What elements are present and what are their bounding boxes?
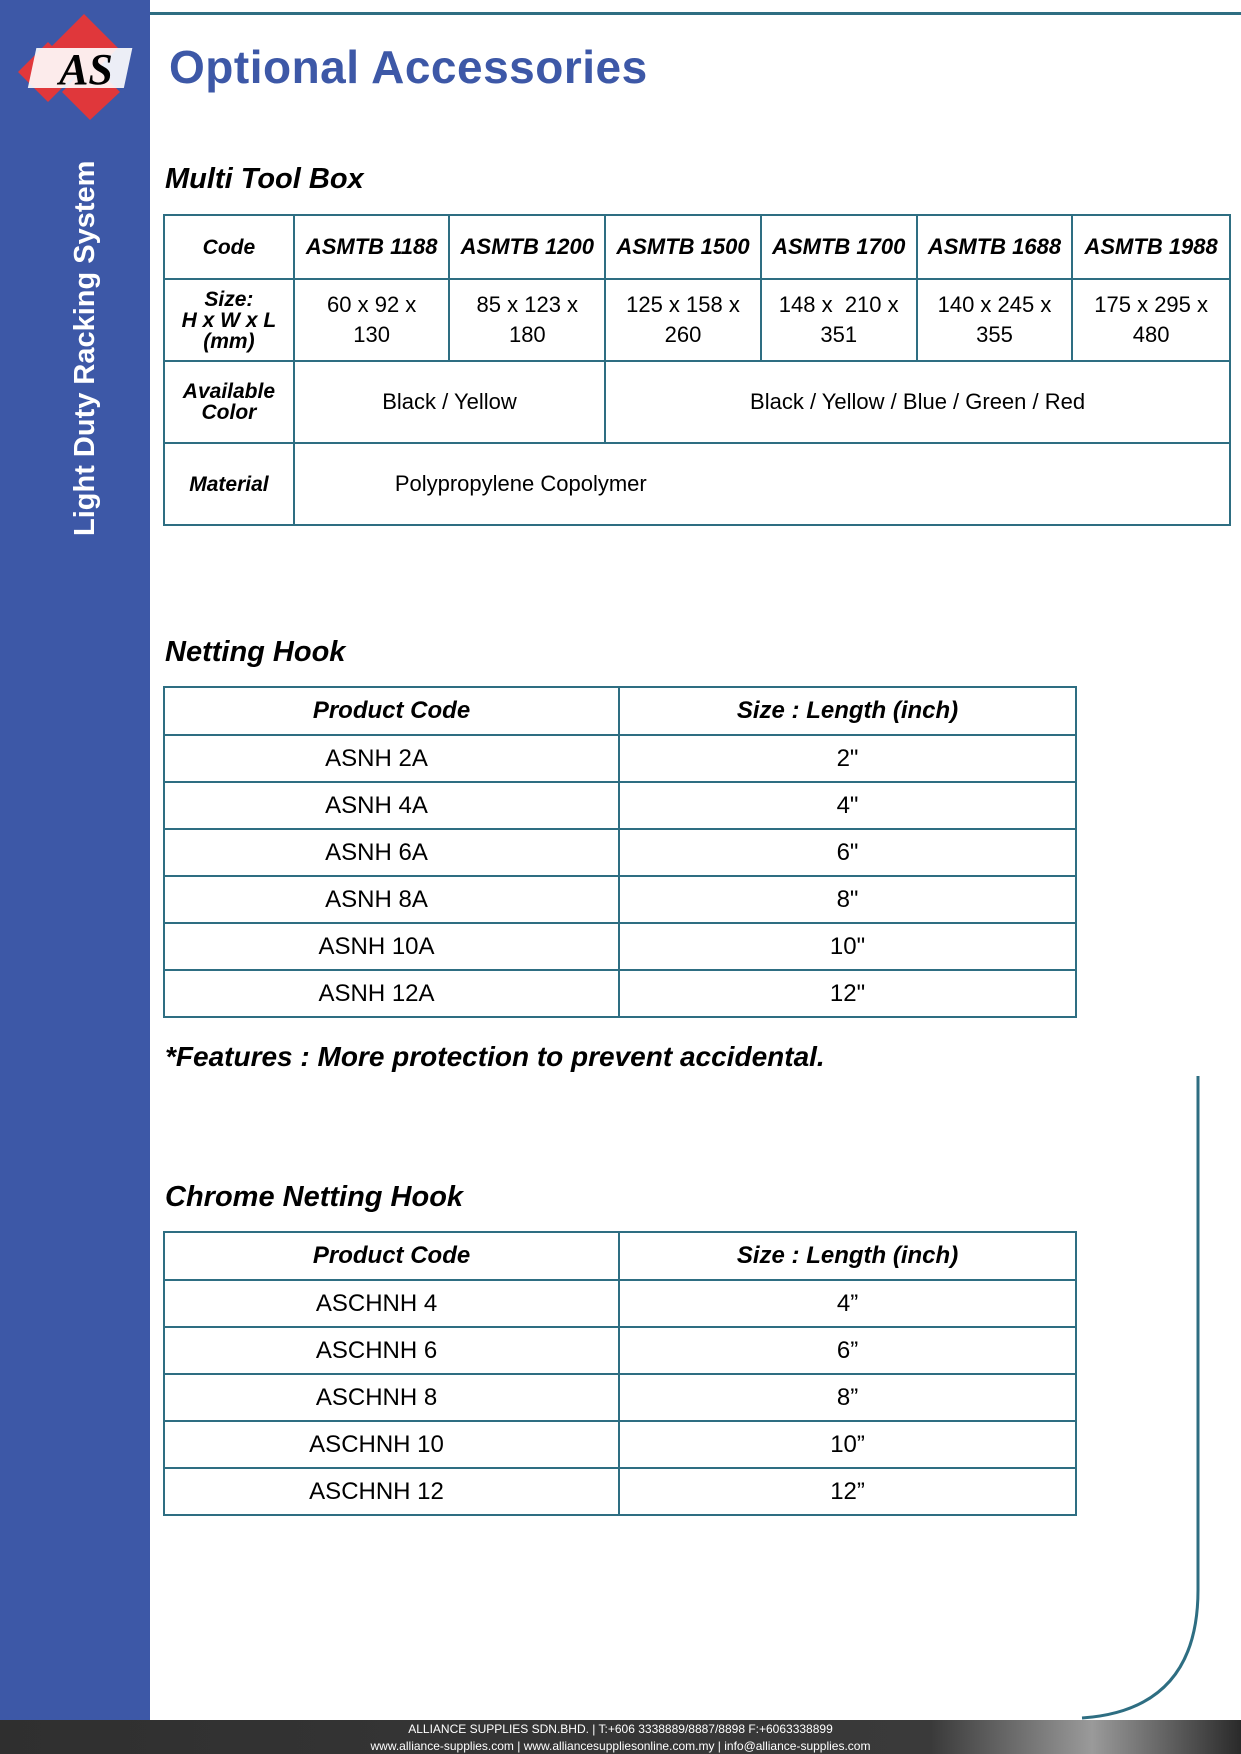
color-label-line: Color xyxy=(201,401,257,424)
multi-tool-box-table xyxy=(163,214,1231,526)
size-line: 480 xyxy=(1132,322,1170,347)
size-line: 125 x 158 x xyxy=(626,292,740,317)
size-line: 148 x 210 x xyxy=(778,292,899,317)
size-cell: 12” xyxy=(619,1468,1076,1515)
table-row xyxy=(164,215,1230,279)
table-row xyxy=(164,970,1076,1017)
size-label xyxy=(164,279,294,361)
table-row xyxy=(164,279,1230,361)
product-code-cell: ASNH 10A xyxy=(164,923,619,970)
chrome-netting-hook-table xyxy=(163,1231,1077,1516)
top-rule xyxy=(150,12,1241,15)
table-row xyxy=(164,782,1076,829)
size-line: 260 xyxy=(664,322,702,347)
size-cell: 10" xyxy=(619,923,1076,970)
product-code-cell: ASCHNH 10 xyxy=(164,1421,619,1468)
material-label: Material xyxy=(164,443,294,525)
size-cell: 10” xyxy=(619,1421,1076,1468)
table-row xyxy=(164,923,1076,970)
table-header-row xyxy=(164,1232,1076,1280)
table-row xyxy=(164,1374,1076,1421)
table-row xyxy=(164,443,1230,525)
size-cell xyxy=(605,279,761,361)
product-code-cell: ASNH 6A xyxy=(164,829,619,876)
size-cell xyxy=(917,279,1073,361)
code-cell: ASMTB 1700 xyxy=(761,215,917,279)
color-label-line: Available xyxy=(182,380,276,403)
size-line: 140 x 245 x xyxy=(937,292,1052,317)
code-cell: ASMTB 1688 xyxy=(917,215,1073,279)
size-cell: 2" xyxy=(619,735,1076,782)
page-title: Optional Accessories xyxy=(169,41,648,93)
size-line: 351 xyxy=(820,322,858,347)
product-code-cell: ASCHNH 6 xyxy=(164,1327,619,1374)
size-cell: 6" xyxy=(619,829,1076,876)
table-header-row xyxy=(164,687,1076,735)
table-row xyxy=(164,829,1076,876)
size-cell xyxy=(294,279,450,361)
size-line: 355 xyxy=(976,322,1013,347)
footer-line-1: ALLIANCE SUPPLIES SDN.BHD. | T:+606 3338889/8887/8898 F:+6063338899 xyxy=(408,1722,833,1736)
code-cell: ASMTB 1200 xyxy=(449,215,605,279)
product-code-cell: ASNH 2A xyxy=(164,735,619,782)
table-row xyxy=(164,361,1230,443)
size-cell: 12" xyxy=(619,970,1076,1017)
column-header: Size : Length (inch) xyxy=(619,1232,1076,1280)
footer xyxy=(0,1720,1241,1754)
table-row xyxy=(164,1468,1076,1515)
table-row xyxy=(164,1327,1076,1374)
product-code-cell: ASCHNH 4 xyxy=(164,1280,619,1327)
features-note: *Features : More protection to prevent accidental. xyxy=(165,1041,825,1072)
code-cell: ASMTB 1188 xyxy=(294,215,450,279)
size-cell xyxy=(1072,279,1230,361)
table-row xyxy=(164,1280,1076,1327)
vertical-title xyxy=(24,140,134,540)
column-header: Size : Length (inch) xyxy=(619,687,1076,735)
size-line: 85 x 123 x xyxy=(476,292,579,317)
chrome-netting-hook-heading: Chrome Netting Hook xyxy=(165,1181,464,1213)
vertical-title-text: Light Duty Racking System xyxy=(69,160,101,536)
size-cell: 8" xyxy=(619,876,1076,923)
netting-hook-table xyxy=(163,686,1077,1018)
product-code-cell: ASNH 4A xyxy=(164,782,619,829)
size-line: 175 x 295 x xyxy=(1094,292,1209,317)
netting-hook-heading: Netting Hook xyxy=(165,636,346,668)
decorative-curve xyxy=(1080,1070,1241,1730)
size-label-line: (mm) xyxy=(203,329,255,353)
product-code-cell: ASCHNH 8 xyxy=(164,1374,619,1421)
size-label-line: Size: xyxy=(204,287,254,311)
table-row xyxy=(164,1421,1076,1468)
sidebar xyxy=(0,0,150,1720)
material-cell: Polypropylene Copolymer xyxy=(294,443,1230,525)
column-header: Product Code xyxy=(164,687,619,735)
product-code-cell: ASNH 12A xyxy=(164,970,619,1017)
table-row xyxy=(164,876,1076,923)
size-cell: 8” xyxy=(619,1374,1076,1421)
product-code-cell: ASNH 8A xyxy=(164,876,619,923)
size-cell: 6” xyxy=(619,1327,1076,1374)
color-cell: Black / Yellow xyxy=(294,361,605,443)
color-cell: Black / Yellow / Blue / Green / Red xyxy=(605,361,1230,443)
size-line: 60 x 92 x xyxy=(327,292,417,317)
code-label: Code xyxy=(164,215,294,279)
footer-line-2: www.alliance-supplies.com | www.alliancesuppliesonline.com.my | info@alliance-supplies.com xyxy=(370,1739,871,1753)
size-label-line: H x W x L xyxy=(181,308,277,332)
as-diamond-logo-icon xyxy=(14,12,144,120)
size-cell: 4” xyxy=(619,1280,1076,1327)
product-code-cell: ASCHNH 12 xyxy=(164,1468,619,1515)
size-cell xyxy=(449,279,605,361)
logo-text: AS xyxy=(59,45,113,94)
column-header: Product Code xyxy=(164,1232,619,1280)
size-cell xyxy=(761,279,917,361)
code-cell: ASMTB 1500 xyxy=(605,215,761,279)
size-line: 180 xyxy=(508,322,546,347)
size-cell: 4" xyxy=(619,782,1076,829)
table-row xyxy=(164,735,1076,782)
multi-tool-box-heading: Multi Tool Box xyxy=(165,163,364,195)
color-label xyxy=(164,361,294,443)
size-line: 130 xyxy=(353,322,391,347)
code-cell: ASMTB 1988 xyxy=(1072,215,1230,279)
